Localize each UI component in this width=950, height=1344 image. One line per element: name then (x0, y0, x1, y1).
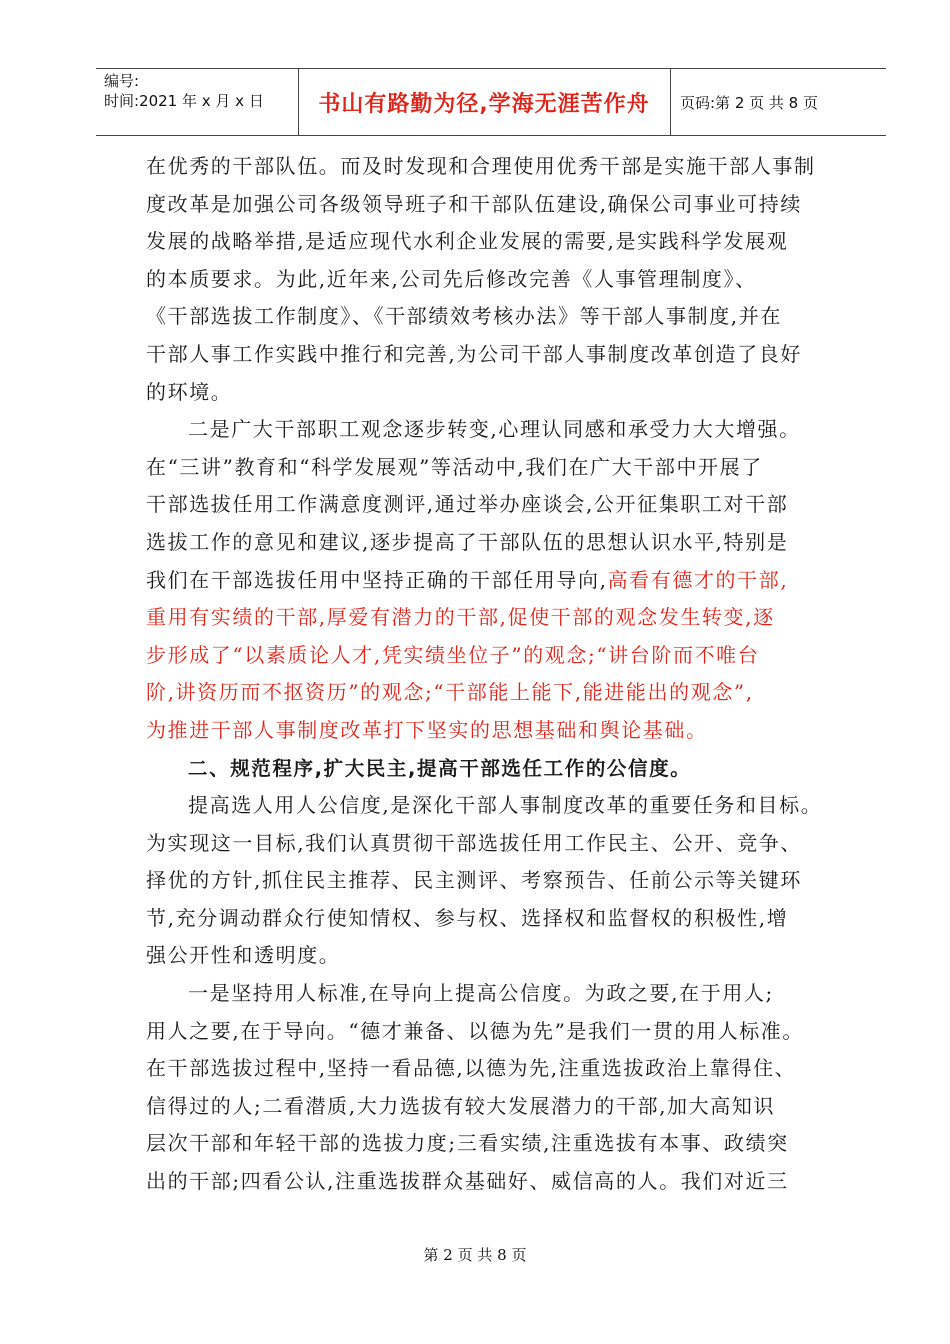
text-line (146, 449, 858, 487)
text-run: 二、规范程序,扩大民主,提高干部选任工作的公信度。 (188, 756, 692, 780)
text-line (146, 787, 858, 825)
text-line (146, 750, 858, 788)
highlighted-text-run: 高看有德才的干部, (607, 567, 789, 592)
text-line (146, 975, 858, 1013)
text-line (146, 862, 858, 900)
text-run: 节,充分调动群众行使知情权、参与权、选择权和监督权的积极性,增 (146, 905, 789, 930)
text-line (146, 599, 858, 637)
text-line (146, 1088, 858, 1126)
text-run: 在“三讲”教育和“科学发展观”等活动中,我们在广大干部中开展了 (146, 454, 763, 479)
highlighted-text-run: 重用有实绩的干部,厚爱有潜力的干部,促使干部的观念发生转变,逐 (146, 605, 775, 630)
highlighted-text-run: 步形成了“以素质论人才,凭实绩坐位子”的观念;“讲台阶而不唯台 (146, 642, 760, 667)
text-line (146, 1163, 858, 1201)
text-line (146, 336, 858, 374)
page-header (96, 68, 886, 136)
header-motto: 书山有路勤为径,学海无涯苦作舟 (318, 91, 650, 117)
text-run: 用人之要,在于导向。“德才兼备、以德为先”是我们一贯的用人标准。 (146, 1018, 805, 1043)
text-run: 强公开性和透明度。 (146, 943, 341, 968)
text-run: 出的干部;四看公认,注重选拔群众基础好、威信高的人。我们对近三 (146, 1169, 789, 1194)
text-line (146, 186, 858, 224)
number-label: 编号: (104, 72, 140, 90)
header-meta (104, 71, 298, 133)
highlighted-text-run: 为推进干部人事制度改革打下坚实的思想基础和舆论基础。 (146, 717, 708, 742)
text-run: 度改革是加强公司各级领导班子和干部队伍建设,确保公司事业可持续 (146, 191, 802, 216)
text-run: 为实现这一目标,我们认真贯彻干部选拔任用工作民主、公开、竞争、 (146, 830, 802, 855)
text-line (146, 674, 858, 712)
text-line (146, 1013, 858, 1051)
text-line (146, 411, 858, 449)
text-line (146, 900, 858, 938)
text-line (146, 261, 858, 299)
page-footer: 第 2 页 共 8 页 (423, 1246, 527, 1264)
text-line (146, 562, 858, 600)
text-line (146, 223, 858, 261)
text-run: 干部选拔任用工作满意度测评,通过举办座谈会,公开征集职工对干部 (146, 492, 789, 517)
text-run: 提高选人用人公信度,是深化干部人事制度改革的重要任务和目标。 (188, 793, 823, 818)
text-run: 发展的战略举措,是适应现代水利企业发展的需要,是实践科学发展观 (146, 229, 789, 254)
time-label: 时间:2021 年 x 月 x 日 (104, 92, 264, 110)
text-run: 在优秀的干部队伍。而及时发现和合理使用优秀干部是实施干部人事制 (146, 154, 816, 178)
text-line (146, 1050, 858, 1088)
text-run: 干部人事工作实践中推行和完善,为公司干部人事制度改革创造了良好 (146, 341, 802, 366)
text-run: 在干部选拔过程中,坚持一看品德,以德为先,注重选拔政治上靠得住、 (146, 1056, 797, 1081)
text-line (146, 374, 858, 412)
header-page-info: 页码:第 2 页 共 8 页 (680, 93, 818, 112)
text-line (146, 712, 858, 750)
text-run: 我们在干部选拔任用中坚持正确的干部任用导向, (146, 567, 608, 592)
highlighted-text-run: 阶,讲资历而不抠资历”的观念;“干部能上能下,能进能出的观念”, (146, 680, 754, 705)
text-line (146, 637, 858, 675)
text-line (146, 486, 858, 524)
text-run: 选拔工作的意见和建议,逐步提高了干部队伍的思想认识水平,特别是 (146, 529, 789, 554)
text-line (146, 298, 858, 336)
document-body (146, 148, 858, 1201)
text-line (146, 1125, 858, 1163)
text-run: 层次干部和年轻干部的选拔力度;三看实绩,注重选拔有本事、政绩突 (146, 1131, 789, 1156)
text-run: 的环境。 (146, 379, 233, 404)
text-run: 二是广大干部职工观念逐步转变,心理认同感和承受力大大增强。 (188, 417, 801, 442)
text-line (146, 524, 858, 562)
text-line (146, 825, 858, 863)
text-line (146, 937, 858, 975)
text-run: 择优的方针,抓住民主推荐、民主测评、考察预告、任前公示等关键环 (146, 868, 802, 893)
text-run: 的本质要求。为此,近年来,公司先后修改完善《人事管理制度》、 (146, 266, 757, 291)
text-run: 《干部选拔工作制度》、《干部绩效考核办法》等干部人事制度,并在 (146, 304, 782, 329)
text-run: 信得过的人;二看潜质,大力选拔有较大发展潜力的干部,加大高知识 (146, 1093, 776, 1118)
text-run: 一是坚持用人标准,在导向上提高公信度。为政之要,在于用人; (188, 981, 774, 1006)
header-divider-right (670, 69, 671, 135)
text-line (146, 148, 858, 186)
